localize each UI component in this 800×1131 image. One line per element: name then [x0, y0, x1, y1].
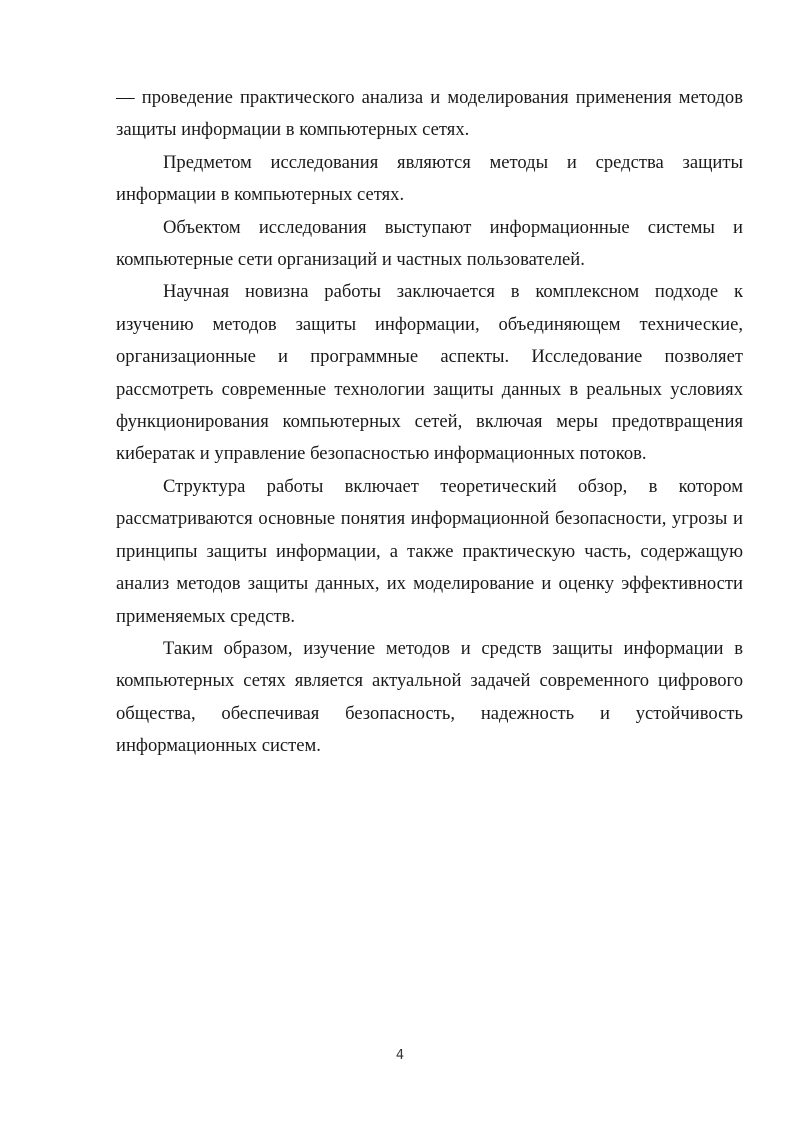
paragraph-object: Объектом исследования выступают информационные системы и компьютерные сети организаций и частных пользователей. — [116, 216, 743, 271]
paragraph-conclusion: Таким образом, изучение методов и средств защиты информации в компьютерных сетях является актуальной задачей современного цифрового общества, обеспечивая безопасность, надежность и устойчивость информационных систем. — [116, 637, 743, 757]
paragraph-structure: Структура работы включает теоретический обзор, в котором рассматриваются основные понятия информационной безопасности, угрозы и принципы защиты информации, а также практическую часть, содержащую анализ методов защиты данных, их моделирование и оценку эффективности применяемых средств. — [116, 475, 743, 627]
paragraph-goal-item: — проведение практического анализа и моделирования применения методов защиты информации в компьютерных сетях. — [116, 87, 743, 141]
paragraph-novelty: Научная новизна работы заключается в комплексном подходе к изучению методов защиты информации, объединяющем технические, организационные и программные аспекты. Исследование позволяет рассмотреть современные технологии защиты данных в реальных условиях функционирования компьютерных сетей, включая меры предотвращения кибератак и управление безопасностью информационных потоков. — [116, 281, 743, 465]
paragraph-subject: Предметом исследования являются методы и средства защиты информации в компьютерных сетях. — [116, 151, 743, 206]
page-number: 4 — [395, 1048, 405, 1063]
page-body — [116, 82, 743, 763]
